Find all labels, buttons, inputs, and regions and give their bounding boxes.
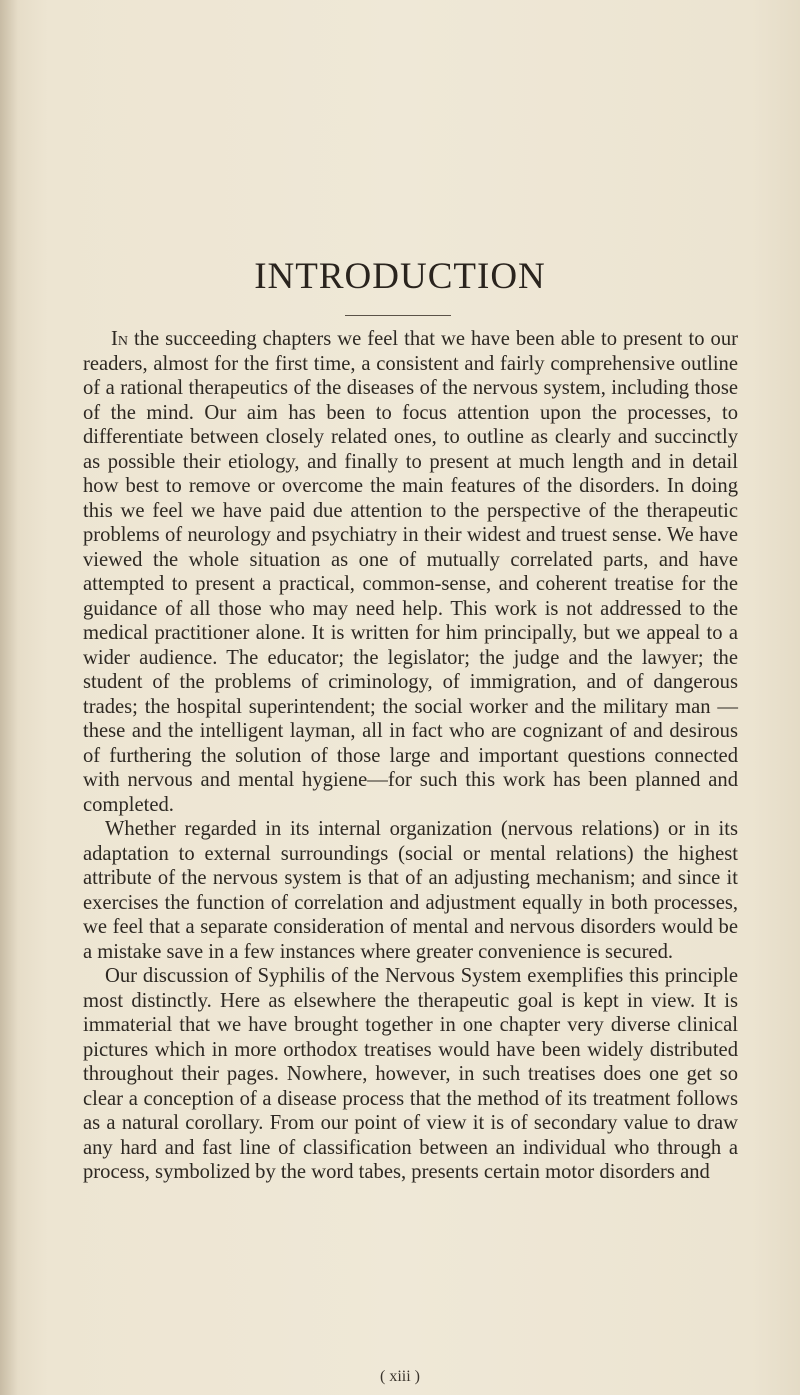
body-text — [83, 327, 738, 1185]
chapter-heading: INTRODUCTION — [254, 256, 546, 297]
paragraph-1 — [83, 327, 738, 817]
paragraph-1-lead: In — [111, 328, 128, 350]
heading-rule — [345, 315, 451, 316]
page-number: ( xiii ) — [380, 1368, 420, 1385]
paragraph-1-text: the succeeding chapters we feel that we have been able to present to our readers, almost for the first time, a consistent and fairly comprehensive outline of a rational therapeutics of the diseases of the nervous system, including those of the mind. Our aim has been to focus attention upon the processes, to differentiate between closely related ones, to outline as clearly and succinctly as possible their etiology, and finally to present at much length and in detail how best to remove or overcome the main features of the disorders. In doing this we feel we have paid due attention to the perspective of the therapeutic problems of neurology and psychiatry in their widest and truest sense. We have viewed the whole situation as one of mutually correlated parts, and have attempted to present a practical, common-sense, and coherent treatise for the guidance of all those who may need help. This work is not addressed to the medical practitioner alone. It is written for him principally, but we appeal to a wider audience. The educator; the legislator; the judge and the lawyer; the student of the problems of criminology, of immigration, and of dangerous trades; the hospital superintendent; the social worker and the military man —these and the intelligent layman, all in fact who are cognizant of and desirous of furthering the solution of those large and important questions connected with nervous and mental hygiene—for such this work has been planned and completed. — [83, 328, 738, 816]
page-edge-shadow — [0, 0, 18, 1395]
paragraph-2: Whether regarded in its internal organization (nervous relations) or in its adaptation to external surroundings (social or mental relations) the highest attribute of the nervous system is that of an adjusting mechanism; and since it exercises the function of correlation and adjustment equally in both processes, we feel that a separate consideration of mental and nervous disorders would be a mistake save in a few instances where greater convenience is secured. — [83, 818, 738, 963]
paragraph-3: Our discussion of Syphilis of the Nervous System exemplifies this principle most distinctly. Here as elsewhere the therapeutic goal is kept in view. It is immaterial that we have brought together in one chapter very diverse clinical pictures which in more orthodox treatises would have been widely distributed throughout their pages. Nowhere, however, in such treatises does one get so clear a conception of a disease process that the method of its treatment follows as a natural corollary. From our point of view it is of secondary value to draw any hard and fast line of classification between an individual who through a process, symbolized by the word tabes, presents certain motor disorders and — [83, 965, 738, 1183]
